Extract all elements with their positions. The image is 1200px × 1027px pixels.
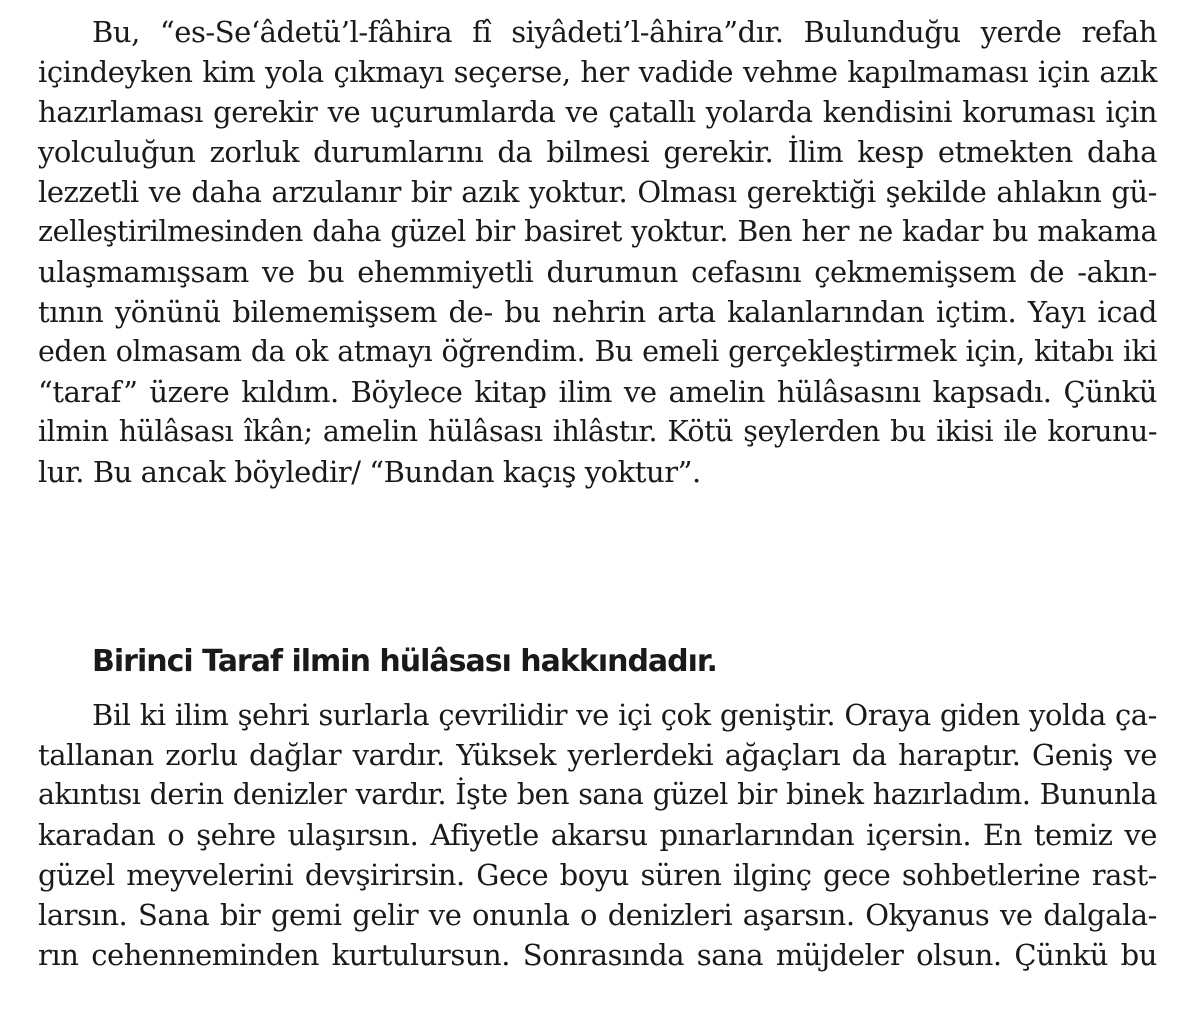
text-line: ulaşmamışsam ve bu ehemmiyetli durumun cefasını çekmemişsem de -akın- [38,255,1157,289]
section-heading: Birinci Taraf ilmin hülâsası hakkındadır. [92,644,717,679]
text-line: tının yönünü bilememişsem de- bu nehrin arta kalanlarından içtim. Yayı icad [38,295,1157,329]
text-line: akıntısı derin denizler vardır. İşte ben sana güzel bir binek hazırladım. Bununla [38,778,1157,811]
text-line: “taraf” üzere kıldım. Böylece kitap ilim ve amelin hülâsasını kapsadı. Çünkü [38,375,1157,409]
text-line: rın cehenneminden kurtulursun. Sonrasında sana müjdeler olsun. Çünkü bu [38,938,1157,972]
text-line: hazırlaması gerekir ve uçurumlarda ve çatallı yolarda kendisini koruması için [38,95,1157,129]
text-line: içindeyken kim yola çıkmayı seçerse, her vadide vehme kapılmaması için azık [38,55,1157,89]
text-line: yolculuğun zorluk durumlarını da bilmesi gerekir. İlim kesp etmekten daha [38,135,1157,169]
text-line: Bu, “es-Se‘âdetü’l-fâhira fî siyâdeti’l-âhira”dır. Bulunduğu yerde refah [92,15,1157,49]
text-line: lezzetli ve daha arzulanır bir azık yoktur. Olması gerektiği şekilde ahlakın gü- [38,175,1157,209]
text-line: zelleştirilmesinden daha güzel bir basiret yoktur. Ben her ne kadar bu makama [38,215,1157,248]
text-line: güzel meyvelerini devşirirsin. Gece boyu süren ilginç gece sohbetlerine rast- [38,858,1157,892]
text-line: ilmin hülâsası îkân; amelin hülâsası ihlâstır. Kötü şeylerden bu ikisi ile korunu- [38,415,1157,448]
text-line: Bil ki ilim şehri surlarla çevrilidir ve içi çok geniştir. Oraya giden yolda ça- [92,698,1157,732]
text-line: larsın. Sana bir gemi gelir ve onunla o denizleri aşarsın. Okyanus ve dalgala- [38,898,1157,932]
text-line: tallanan zorlu dağlar vardır. Yüksek yerlerdeki ağaçları da haraptır. Geniş ve [38,738,1157,772]
text-line: eden olmasam da ok atmayı öğrendim. Bu emeli gerçekleştirmek için, kitabı iki [38,335,1157,368]
text-line: lur. Bu ancak böyledir/ “Bundan kaçış yoktur”. [38,455,701,489]
text-line: karadan o şehre ulaşırsın. Afiyetle akarsu pınarlarından içersin. En temiz ve [38,818,1157,852]
